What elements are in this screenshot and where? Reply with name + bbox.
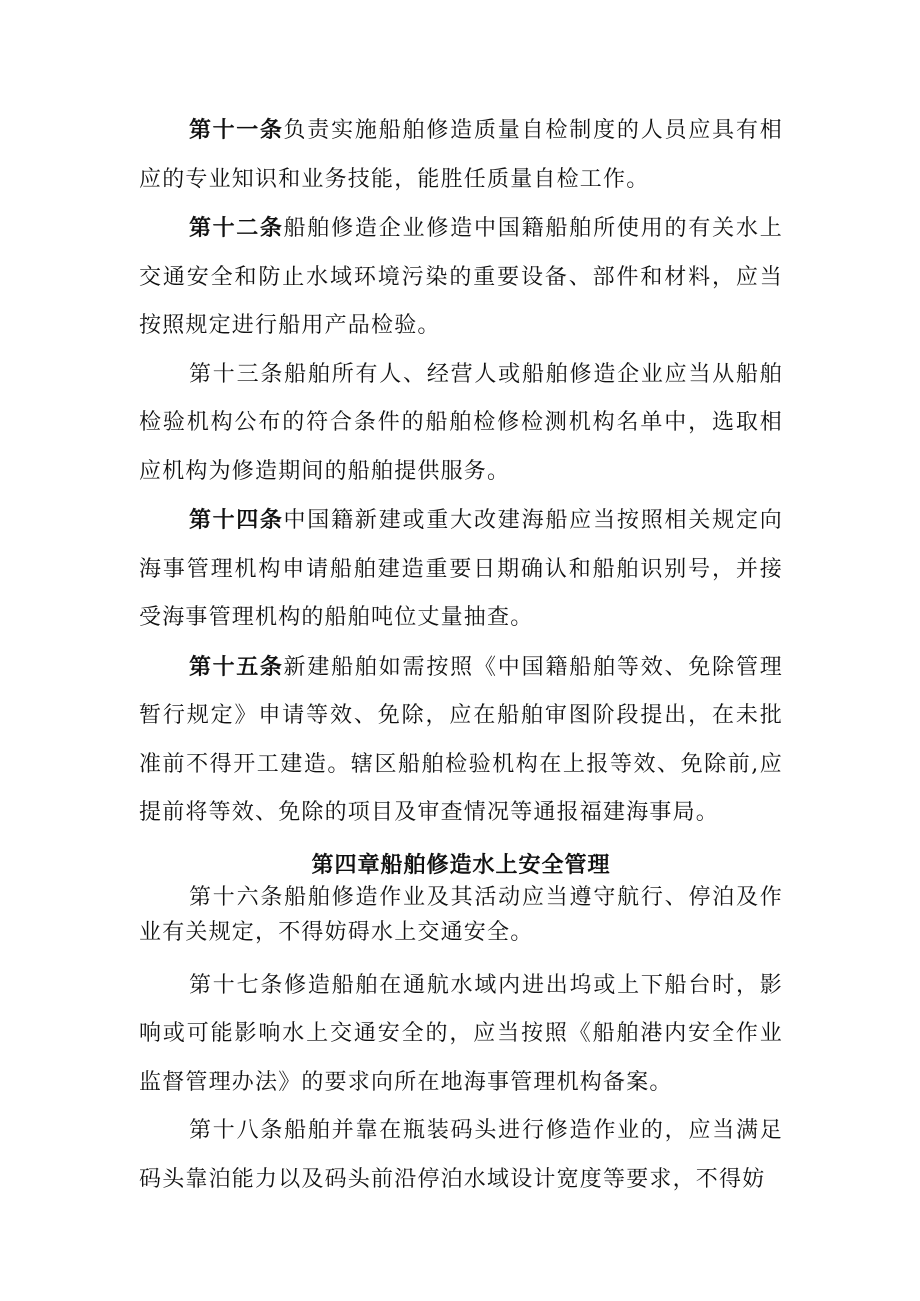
- article-number: 第十五条: [189, 653, 284, 680]
- article-17: [139, 962, 783, 1108]
- article-body: 船舶所有人、经营人或船舶修造企业应当从船舶检验机构公布的符合条件的船舶检修检测机构名单中，选取相应机构为修造期间的船舶提供服务。: [139, 361, 783, 484]
- article-13: [139, 351, 783, 497]
- article-body: 船舶修造企业修造中国籍船舶所使用的有关水上交通安全和防止水域环境污染的重要设备、部件和材料，应当按照规定进行船用产品检验。: [139, 216, 783, 338]
- article-body: 中国籍新建或重大改建海船应当按照相关规定向海事管理机构申请船舶建造重要日期确认和船舶识别号，并接受海事管理机构的船舶吨位丈量抽查。: [139, 508, 783, 630]
- article-15: [139, 643, 783, 838]
- article-16: [139, 880, 783, 950]
- article-body: 修造船舶在通航水域内进出坞或上下船台时，影响或可能影响水上交通安全的，应当按照《船舶港内安全作业监督管理办法》的要求向所在地海事管理机构备案。: [139, 972, 783, 1095]
- document-page: [139, 106, 783, 1204]
- chapter-title: 第四章船舶修造水上安全管理: [311, 851, 611, 878]
- article-12: [139, 204, 783, 351]
- article-number: 第十一条: [189, 117, 284, 143]
- article-number: 第十三条: [189, 361, 285, 387]
- article-number: 第十六条: [189, 884, 285, 910]
- article-11: [139, 106, 783, 204]
- article-body: 船舶并靠在瓶装码头进行修造作业的，应当满足码头靠泊能力以及码头前沿停泊水域设计宽度等要求，不得妨: [139, 1118, 783, 1192]
- article-14: [139, 496, 783, 643]
- article-18: [139, 1107, 783, 1204]
- article-body: 新建船舶如需按照《中国籍船舶等效、免除管理暂行规定》申请等效、免除，应在船舶审图阶段提出，在未批准前不得开工建造。辖区船舶检验机构在上报等效、免除前,应提前将等效、免除的项目及审查情况等通报福建海事局。: [139, 654, 783, 825]
- article-body: 船舶修造作业及其活动应当遵守航行、停泊及作业有关规定，不得妨碍水上交通安全。: [139, 884, 783, 945]
- article-body: 负责实施船舶修造质量自检制度的人员应具有相应的专业知识和业务技能，能胜任质量自检工作。: [139, 118, 783, 192]
- article-number: 第十七条: [189, 972, 285, 998]
- article-number: 第十八条: [189, 1118, 285, 1143]
- article-number: 第十二条: [189, 215, 284, 241]
- article-number: 第十四条: [189, 507, 284, 533]
